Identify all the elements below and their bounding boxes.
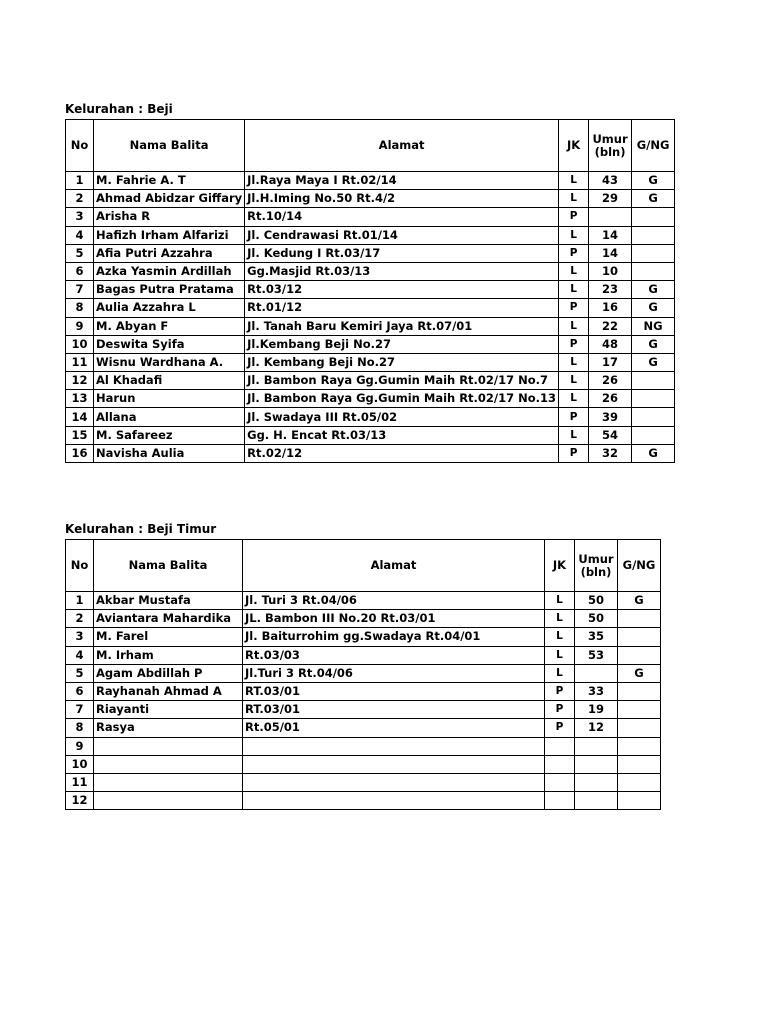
table-row (66, 390, 675, 408)
cell-name: Wisnu Wardhana A. (94, 353, 245, 371)
cell-name: Bagas Putra Pratama (94, 281, 245, 299)
table-row (66, 262, 675, 280)
cell-no: 4 (66, 226, 94, 244)
table-row (66, 592, 661, 610)
cell-status (618, 646, 661, 664)
section-title: Kelurahan : Beji Timur (65, 522, 217, 536)
cell-address: Jl. Turi 3 Rt.04/06 (243, 592, 545, 610)
cell-jk (545, 792, 575, 810)
header-address: Alamat (245, 120, 559, 172)
cell-no: 2 (66, 610, 94, 628)
cell-address: Rt.02/12 (245, 444, 559, 462)
cell-name: Rayhanah Ahmad A (94, 682, 243, 700)
cell-address: Jl. Baiturrohim gg.Swadaya Rt.04/01 (243, 628, 545, 646)
cell-address: Rt.03/12 (245, 281, 559, 299)
cell-status (618, 755, 661, 773)
header-status: G/NG (618, 540, 661, 592)
header-age-line2: (bln) (580, 564, 612, 579)
table-row (66, 628, 661, 646)
table-row (66, 317, 675, 335)
table-row (66, 444, 675, 462)
header-address: Alamat (243, 540, 545, 592)
cell-name: Riayanti (94, 701, 243, 719)
cell-name: M. Farel (94, 628, 243, 646)
cell-age (575, 773, 618, 791)
table-row (66, 664, 661, 682)
cell-status (618, 610, 661, 628)
cell-age: 48 (589, 335, 632, 353)
cell-age: 39 (589, 408, 632, 426)
header-no: No (66, 540, 94, 592)
cell-jk: L (559, 190, 589, 208)
table-row (66, 208, 675, 226)
cell-age: 16 (589, 299, 632, 317)
cell-age: 10 (589, 262, 632, 280)
cell-jk (545, 737, 575, 755)
cell-address: Jl.Kembang Beji No.27 (245, 335, 559, 353)
table-header-row (66, 120, 675, 172)
header-age (575, 540, 618, 592)
cell-address: Rt.05/01 (243, 719, 545, 737)
cell-address: Rt.10/14 (245, 208, 559, 226)
cell-jk: L (545, 610, 575, 628)
cell-no: 7 (66, 281, 94, 299)
cell-address: Jl.Raya Maya I Rt.02/14 (245, 172, 559, 190)
cell-age: 50 (575, 610, 618, 628)
cell-status (618, 701, 661, 719)
cell-status: G (632, 353, 675, 371)
cell-status: G (632, 172, 675, 190)
cell-name: Akbar Mustafa (94, 592, 243, 610)
cell-jk: L (559, 372, 589, 390)
header-jk: JK (545, 540, 575, 592)
cell-jk: L (559, 353, 589, 371)
cell-age: 12 (575, 719, 618, 737)
cell-age: 53 (575, 646, 618, 664)
cell-status (618, 737, 661, 755)
cell-jk: L (559, 226, 589, 244)
cell-name (94, 737, 243, 755)
cell-name: Agam Abdillah P (94, 664, 243, 682)
cell-address (243, 755, 545, 773)
cell-jk: L (545, 628, 575, 646)
table-row (66, 172, 675, 190)
header-status: G/NG (632, 120, 675, 172)
cell-status (618, 773, 661, 791)
cell-name: M. Fahrie A. T (94, 172, 245, 190)
cell-jk: L (545, 646, 575, 664)
cell-address: Jl. Kembang Beji No.27 (245, 353, 559, 371)
section-beji (65, 101, 675, 463)
cell-status (632, 408, 675, 426)
cell-jk: P (559, 244, 589, 262)
table-row (66, 682, 661, 700)
cell-address: Jl. Swadaya III Rt.05/02 (245, 408, 559, 426)
table-body (66, 172, 675, 463)
cell-status (632, 426, 675, 444)
cell-name: Navisha Aulia (94, 444, 245, 462)
header-name: Nama Balita (94, 540, 243, 592)
cell-jk: L (559, 262, 589, 280)
cell-status (632, 208, 675, 226)
cell-name: Deswita Syifa (94, 335, 245, 353)
cell-no: 9 (66, 737, 94, 755)
cell-name (94, 792, 243, 810)
cell-address: Gg.Masjid Rt.03/13 (245, 262, 559, 280)
cell-address (243, 737, 545, 755)
cell-no: 2 (66, 190, 94, 208)
cell-no: 3 (66, 628, 94, 646)
cell-no: 12 (66, 372, 94, 390)
data-table (65, 119, 675, 463)
cell-name: Al Khadafi (94, 372, 245, 390)
cell-no: 10 (66, 335, 94, 353)
data-table (65, 539, 661, 810)
cell-age (575, 737, 618, 755)
cell-no: 12 (66, 792, 94, 810)
cell-age (575, 792, 618, 810)
section-beji-timur (65, 521, 661, 810)
cell-jk: P (545, 682, 575, 700)
table-row (66, 426, 675, 444)
cell-age: 35 (575, 628, 618, 646)
table-row (66, 190, 675, 208)
cell-no: 8 (66, 719, 94, 737)
cell-status: G (632, 299, 675, 317)
cell-address: RT.03/01 (243, 682, 545, 700)
cell-jk: L (559, 390, 589, 408)
cell-status (632, 244, 675, 262)
cell-name (94, 755, 243, 773)
cell-jk: L (559, 281, 589, 299)
cell-address (243, 773, 545, 791)
cell-jk: L (545, 664, 575, 682)
cell-jk: L (559, 426, 589, 444)
cell-jk (545, 773, 575, 791)
cell-address: Jl. Kedung I Rt.03/17 (245, 244, 559, 262)
cell-age: 14 (589, 226, 632, 244)
cell-jk: L (559, 317, 589, 335)
cell-no: 6 (66, 682, 94, 700)
cell-name: Rasya (94, 719, 243, 737)
header-age-line2: (bln) (594, 144, 626, 159)
cell-no: 15 (66, 426, 94, 444)
cell-address (243, 792, 545, 810)
cell-name: Harun (94, 390, 245, 408)
cell-no: 8 (66, 299, 94, 317)
cell-age: 33 (575, 682, 618, 700)
cell-age (575, 664, 618, 682)
cell-jk (545, 755, 575, 773)
table-body (66, 592, 661, 810)
header-age-line1: Umur (592, 131, 628, 146)
cell-status (618, 628, 661, 646)
cell-age: 14 (589, 244, 632, 262)
table-row (66, 372, 675, 390)
cell-age: 17 (589, 353, 632, 371)
cell-no: 1 (66, 592, 94, 610)
cell-status: G (632, 335, 675, 353)
header-jk: JK (559, 120, 589, 172)
cell-status: G (632, 190, 675, 208)
cell-address: Rt.03/03 (243, 646, 545, 664)
cell-age: 29 (589, 190, 632, 208)
cell-address: JL. Bambon III No.20 Rt.03/01 (243, 610, 545, 628)
table-row (66, 244, 675, 262)
cell-no: 11 (66, 773, 94, 791)
cell-name (94, 773, 243, 791)
cell-jk: L (559, 172, 589, 190)
cell-status (618, 792, 661, 810)
cell-no: 7 (66, 701, 94, 719)
cell-address: Jl. Bambon Raya Gg.Gumin Maih Rt.02/17 No.13 (245, 390, 559, 408)
cell-age: 43 (589, 172, 632, 190)
cell-address: RT.03/01 (243, 701, 545, 719)
cell-name: Azka Yasmin Ardillah (94, 262, 245, 280)
cell-address: Jl. Cendrawasi Rt.01/14 (245, 226, 559, 244)
cell-age: 26 (589, 390, 632, 408)
cell-address: Jl.Turi 3 Rt.04/06 (243, 664, 545, 682)
cell-no: 6 (66, 262, 94, 280)
cell-age: 22 (589, 317, 632, 335)
table-header-row (66, 540, 661, 592)
cell-jk: P (559, 208, 589, 226)
table-row (66, 792, 661, 810)
cell-status (632, 372, 675, 390)
table-row (66, 773, 661, 791)
cell-status (618, 719, 661, 737)
table-row (66, 755, 661, 773)
header-age (589, 120, 632, 172)
cell-no: 11 (66, 353, 94, 371)
cell-name: Hafizh Irham Alfarizi (94, 226, 245, 244)
cell-status: G (632, 281, 675, 299)
cell-address: Jl. Bambon Raya Gg.Gumin Maih Rt.02/17 No.7 (245, 372, 559, 390)
table-row (66, 646, 661, 664)
header-name: Nama Balita (94, 120, 245, 172)
cell-status (632, 226, 675, 244)
cell-status (632, 390, 675, 408)
cell-age: 54 (589, 426, 632, 444)
cell-age: 19 (575, 701, 618, 719)
cell-age: 26 (589, 372, 632, 390)
cell-name: Allana (94, 408, 245, 426)
table-row (66, 226, 675, 244)
cell-jk: L (545, 592, 575, 610)
header-age-line1: Umur (578, 551, 614, 566)
section-title: Kelurahan : Beji (65, 102, 173, 116)
cell-age (575, 755, 618, 773)
cell-status (618, 682, 661, 700)
cell-jk: P (545, 701, 575, 719)
cell-address: Rt.01/12 (245, 299, 559, 317)
table-row (66, 281, 675, 299)
cell-status: G (618, 664, 661, 682)
cell-status (632, 262, 675, 280)
cell-no: 4 (66, 646, 94, 664)
cell-no: 1 (66, 172, 94, 190)
table-row (66, 610, 661, 628)
cell-name: M. Abyan F (94, 317, 245, 335)
table-row (66, 299, 675, 317)
header-no: No (66, 120, 94, 172)
cell-address: Jl.H.Iming No.50 Rt.4/2 (245, 190, 559, 208)
table-row (66, 335, 675, 353)
cell-no: 5 (66, 664, 94, 682)
cell-age (589, 208, 632, 226)
cell-age: 32 (589, 444, 632, 462)
cell-no: 10 (66, 755, 94, 773)
cell-no: 13 (66, 390, 94, 408)
cell-address: Jl. Tanah Baru Kemiri Jaya Rt.07/01 (245, 317, 559, 335)
cell-no: 14 (66, 408, 94, 426)
cell-name: Arisha R (94, 208, 245, 226)
cell-name: Aviantara Mahardika (94, 610, 243, 628)
cell-age: 23 (589, 281, 632, 299)
table-row (66, 353, 675, 371)
cell-jk: P (545, 719, 575, 737)
table-row (66, 719, 661, 737)
cell-name: Aulia Azzahra L (94, 299, 245, 317)
cell-name: Afia Putri Azzahra (94, 244, 245, 262)
cell-jk: P (559, 444, 589, 462)
table-row (66, 737, 661, 755)
cell-name: M. Safareez (94, 426, 245, 444)
cell-jk: P (559, 408, 589, 426)
cell-jk: P (559, 299, 589, 317)
cell-no: 16 (66, 444, 94, 462)
cell-status: G (632, 444, 675, 462)
cell-no: 5 (66, 244, 94, 262)
cell-age: 50 (575, 592, 618, 610)
table-row (66, 701, 661, 719)
cell-status: NG (632, 317, 675, 335)
cell-name: M. Irham (94, 646, 243, 664)
cell-status: G (618, 592, 661, 610)
cell-address: Gg. H. Encat Rt.03/13 (245, 426, 559, 444)
cell-jk: P (559, 335, 589, 353)
table-row (66, 408, 675, 426)
cell-no: 3 (66, 208, 94, 226)
cell-name: Ahmad Abidzar Giffary (94, 190, 245, 208)
cell-no: 9 (66, 317, 94, 335)
